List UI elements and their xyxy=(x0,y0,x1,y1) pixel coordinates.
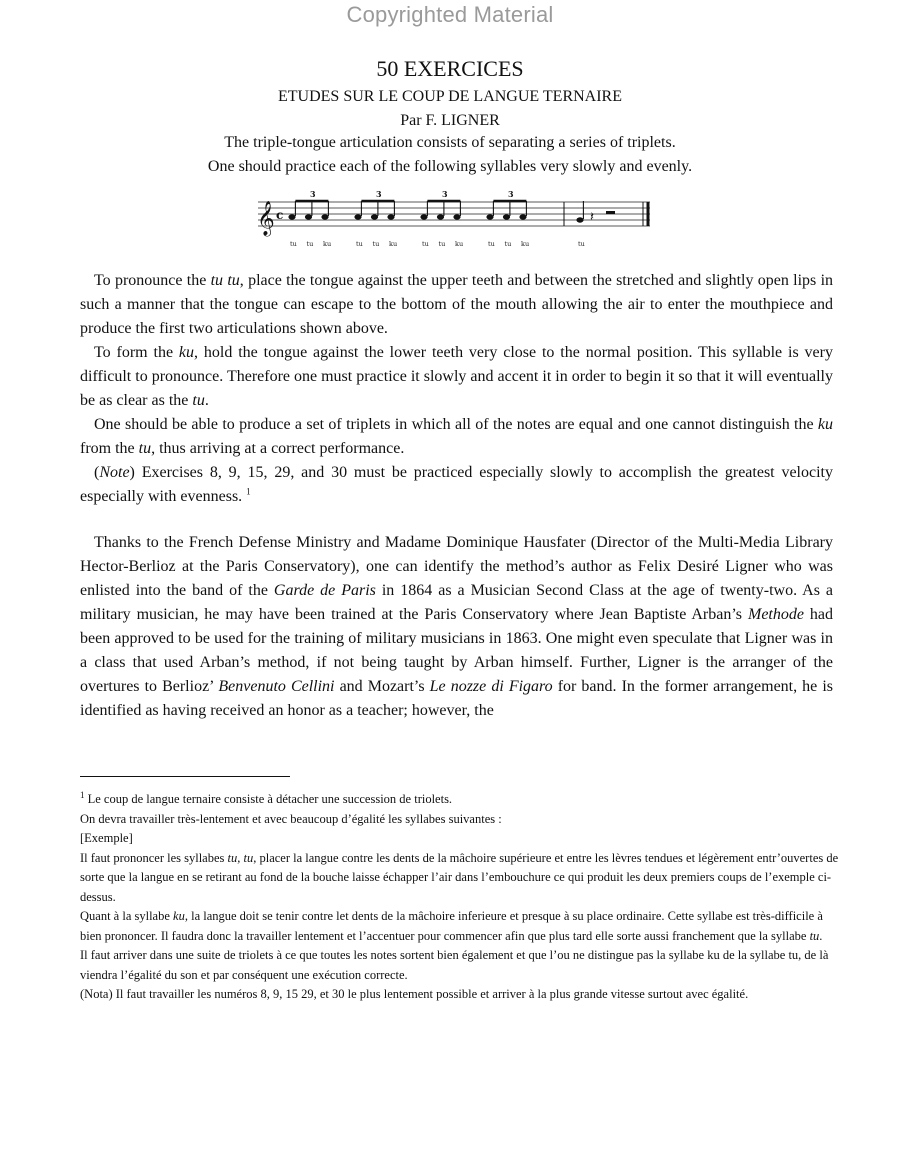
paragraph-triplets: One should be able to produce a set of triplets in which all of the notes are equal and one cannot distinguish the ku from the tu, thus arriving at a correct performance. xyxy=(80,416,833,457)
notes xyxy=(288,201,526,220)
treble-clef-icon: 𝄞 xyxy=(257,201,275,236)
footnote-divider xyxy=(80,776,290,777)
note-head xyxy=(371,214,378,219)
triplet-mark: 3 xyxy=(508,189,514,199)
syllable-label: tu xyxy=(306,240,314,248)
intro-line: One should practice each of the following syllables very slowly and evenly. xyxy=(207,158,693,175)
footnote-line: (Nota) Il faut travailler les numéros 8, 9, 15 29, et 30 le plus lentement possible et arriver à la plus grande vitesse surtout avec égalité. xyxy=(80,987,749,1001)
syllable-label: ku xyxy=(455,240,464,248)
footnote-ref: 1 xyxy=(246,486,251,497)
footnote-number: 1 xyxy=(80,789,85,800)
paragraph-note: (Note) Exercises 8, 9, 15, 29, and 30 must be practiced especially slowly to accomplish the greatest velocity especially with evenness. $^1$ xyxy=(80,464,833,505)
footnote-line: Il faut arriver dans une suite de triolets à ce que toutes les notes sortent bien également et que l’ou ne distingue pas la syllabe ku de la syllabe tu, de là viendra l’égalité du son et par conséquent une exécution correcte. xyxy=(80,948,829,982)
paragraph-ku: To form the ku, hold the tongue against the lower teeth very close to the normal position. This syllable is very difficult to pronounce. Therefore one must practice it slowly and accent it in order to begin it so that it will eventually be as clear as the tu. xyxy=(80,344,833,409)
common-time-icon: c xyxy=(276,208,284,222)
syllable-label: tu xyxy=(488,240,495,248)
syllable-label: tu xyxy=(504,240,512,248)
footnotes xyxy=(80,790,840,1005)
paragraph-history: Thanks to the French Defense Ministry and Madame Dominique Hausfater (Director of the Multi-Media Library Hector-Berlioz at the Paris Conservatory), one can identify the method’s author as Felix Desiré Ligner who was enlisted into the band of the Garde de Paris in 1864 as a Musician Second Class at the age of twenty-two. As a military musician, he may have been trained at the Paris Conservatory where Jean Baptiste Arban’s Methode had been approved to be used for the training of military musicians in 1863. One might even speculate that Ligner was in a class that used Arban’s method, if not being taught by Arban himself. Further, Ligner is the arranger of the overtures to Berlioz’ Benvenuto Cellini and Mozart’s Le nozze di Figaro for band. In the former arrangement, he is identified as having received an honor as a teacher; however, the xyxy=(80,534,834,719)
footnote-line: Il faut prononcer les syllabes tu, tu, placer la langue contre les dents de la mâchoire supérieure et entre les lèvres tendues et légèrement entr’ouvertes de sorte que la langue en se retirant au fond de la bouche laisse échapper l’air dans l’embouchure ce qui produit les deux premiers coups de l’exemple ci-dessus. xyxy=(80,850,839,904)
footnote-line: [Exemple] xyxy=(80,831,133,845)
footnote-line: Quant à la syllabe ku, la langue doit se tenir contre let dents de la mâchoire inferieure et presque à su place ordinaire. Cette syllabe est très-difficile à bien prononcer. Il faudra donc la travailler lentement et l’accentuer pour commencer afin que plus tard elle sorte aussi franchement que la syllabe tu. xyxy=(80,909,823,943)
note-head xyxy=(437,214,444,219)
quarter-rest-icon: 𝄽 xyxy=(590,210,594,225)
quarter-note xyxy=(576,217,583,222)
syllable-label: ku xyxy=(389,240,398,248)
note-head xyxy=(519,214,526,219)
note-head xyxy=(387,214,394,219)
note-head xyxy=(486,214,493,219)
author-line: Par F. LIGNER xyxy=(400,112,500,129)
end-measure xyxy=(564,201,648,226)
half-rest xyxy=(606,211,615,214)
paragraph-tu: To pronounce the tu tu, place the tongue against the upper teeth and between the stretched and slightly open lips in such a manner that the tongue can escape to the bottom of the mouth allowing the air to enter the mouthpiece and produce the first two articulations shown above. xyxy=(80,272,834,337)
footnote-line: On devra travailler très-lentement et avec beaucoup d’égalité les syllabes suivantes : xyxy=(80,811,502,826)
note-head xyxy=(420,214,427,219)
copyright-watermark: Copyrighted Material xyxy=(346,2,554,27)
syllable-label: tu xyxy=(422,240,429,248)
triplet-marks xyxy=(310,189,514,199)
syllable-label: tu xyxy=(290,240,297,248)
triplet-mark: 3 xyxy=(442,189,448,199)
syllable-label: tu xyxy=(356,240,363,248)
syllable-label: tu xyxy=(578,240,585,248)
footnote-line: $^1$ Le coup de langue ternaire consiste à détacher une succession de triolets. xyxy=(80,789,453,806)
syllable-label: ku xyxy=(521,240,530,248)
note-head xyxy=(503,214,510,219)
paragraph-articulation xyxy=(80,269,833,509)
note-head xyxy=(453,214,460,219)
intro-text xyxy=(40,131,860,179)
note-head xyxy=(288,214,295,219)
syllable-label: tu xyxy=(438,240,446,248)
page-subtitle: ETUDES SUR LE COUP DE LANGUE TERNAIRE xyxy=(278,88,622,105)
triplet-mark: 3 xyxy=(310,189,316,199)
syllables xyxy=(290,240,585,248)
triplet-mark: 3 xyxy=(376,189,382,199)
intro-line: The triple-tongue articulation consists of separating a series of triplets. xyxy=(224,134,676,151)
music-example xyxy=(250,188,655,254)
note-head xyxy=(321,214,328,219)
note-head xyxy=(354,214,361,219)
syllable-label: ku xyxy=(323,240,332,248)
note-head xyxy=(305,214,312,219)
syllable-label: tu xyxy=(372,240,380,248)
page-title: 50 EXERCICES xyxy=(376,56,524,81)
